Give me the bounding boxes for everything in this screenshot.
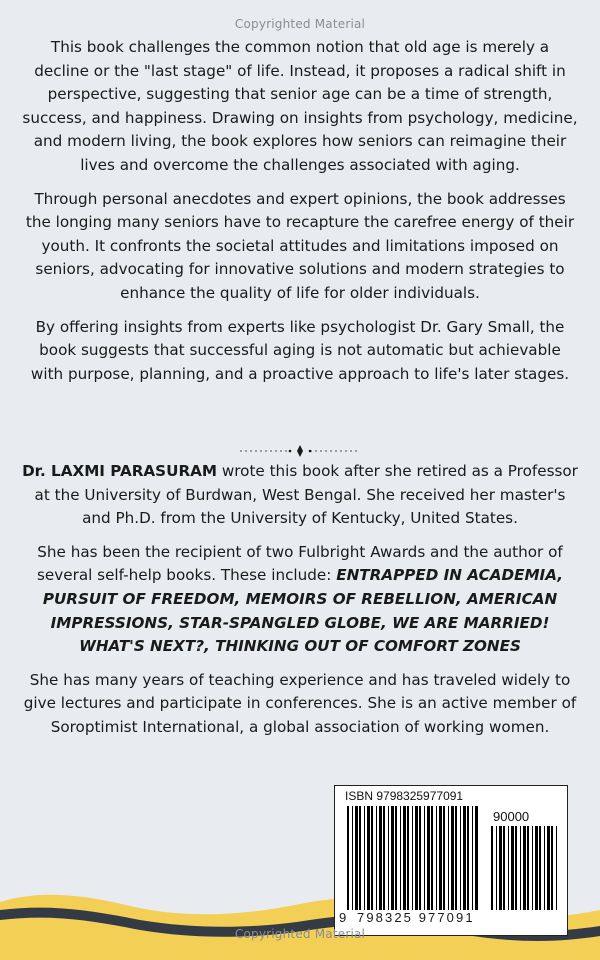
barcode-bar: [400, 806, 401, 910]
barcode-bar: [511, 826, 514, 910]
barcode-bar: [355, 806, 358, 910]
barcode-bar: [427, 806, 430, 910]
barcode-bar: [523, 826, 526, 910]
description-paragraph-1: This book challenges the common notion that old age is merely a decline or the "last stage" of life. Instead, it proposes a radical shift in perspective, suggesting that senior age can be a time of strength, success, and happiness. Drawing on insights from psychology, medicine, and modern living, the book explores how seniors can reimagine their lives and overcome the challenges associated with aging.: [22, 38, 578, 174]
isbn-label: ISBN 9798325977091: [345, 789, 464, 803]
barcode-bar: [347, 806, 349, 910]
barcode-bar: [395, 806, 397, 910]
barcode-bar: [439, 806, 442, 910]
barcode-bar: [424, 806, 425, 910]
barcode-bar: [532, 826, 533, 910]
barcode-bar: [467, 806, 469, 910]
author-bio-1-text: wrote this book after she retired as a Professor at the University of Burdwan, West Bengal. She received her master's and Ph.D. from the University of Kentucky, United States.: [34, 462, 578, 528]
barcode-box: [334, 785, 568, 936]
barcode-bar: [460, 806, 461, 910]
barcode-bar: [431, 806, 433, 910]
barcode-bar: [359, 806, 361, 910]
barcode-bar: [527, 826, 529, 910]
barcode-bar: [496, 826, 497, 910]
barcode-bar: [544, 826, 545, 910]
barcode-bar: [391, 806, 394, 910]
book-titles-list: ENTRAPPED IN ACADEMIA, PURSUIT OF FREEDOM, MEMOIRS OF REBELLION, AMERICAN IMPRESSIONS, STAR-SPANGLED GLOBE, WE ARE MARRIED! WHAT'S NEXT?, THINKING OUT OF COMFORT ZONES: [42, 566, 564, 656]
barcode-bar: [508, 826, 509, 910]
barcode-bar: [376, 806, 377, 910]
barcode-bar: [551, 826, 553, 910]
barcode-bar: [364, 806, 365, 910]
barcode-bar: [472, 806, 473, 910]
barcode-bar: [491, 826, 493, 910]
ornament-divider: [0, 445, 600, 457]
description-block: [22, 36, 578, 396]
barcode-bar: [539, 826, 541, 910]
barcode-bar: [407, 806, 409, 910]
barcode-bar: [515, 826, 517, 910]
description-paragraph-3: By offering insights from experts like psychologist Dr. Gary Small, the book suggests that successful aging is not automatic but achievable with purpose, planning, and a proactive approach to life's later stages.: [30, 317, 570, 383]
barcode-bar: [520, 826, 521, 910]
barcode-bar: [475, 806, 478, 910]
barcode-bar: [499, 826, 502, 910]
barcode-bar: [535, 826, 538, 910]
barcode-bars: [347, 806, 481, 910]
barcode-bar: [451, 806, 454, 910]
barcode-bar: [379, 806, 382, 910]
barcode-bar: [503, 826, 505, 910]
description-paragraph-2: Through personal anecdotes and expert opinions, the book addresses the longing many seniors have to recapture the carefree energy of their youth. It confronts the societal attitudes and limitations imposed on seniors, advocating for innovative solutions and modern strategies to enhance the quality of life for older individuals.: [25, 189, 575, 302]
barcode-bar: [547, 826, 550, 910]
barcode-bar: [463, 806, 466, 910]
barcode-bar: [448, 806, 449, 910]
price-barcode-bars: [491, 826, 559, 910]
barcode-bar: [415, 806, 418, 910]
barcode-bar: [419, 806, 421, 910]
author-bio-2-text: She has been the recipient of two Fulbright Awards and the author of several self-help books. These include:: [36, 542, 563, 585]
barcode-bar: [455, 806, 457, 910]
author-bio-paragraph-3: She has many years of teaching experience and has traveled widely to give lectures and participate in conferences. She is an active member of Soroptimist International, a global association of working women.: [23, 670, 577, 736]
barcode-bar: [352, 806, 353, 910]
barcode-bar: [388, 806, 389, 910]
barcode-lead-digit: 9: [339, 910, 347, 925]
barcode-bar: [367, 806, 370, 910]
barcode-bar: [383, 806, 385, 910]
barcode-bar: [436, 806, 437, 910]
author-bio-block: [22, 460, 578, 750]
barcode-bar: [556, 826, 557, 910]
author-bio-paragraph-1: [22, 460, 578, 531]
barcode-digits: 798325 977091: [357, 910, 475, 925]
watermark-bottom: Copyrighted Material: [234, 927, 366, 941]
barcode-bar: [403, 806, 406, 910]
barcode-bar: [443, 806, 445, 910]
price-code: 90000: [493, 809, 530, 824]
barcode-bar: [371, 806, 373, 910]
author-bio-paragraph-2: [22, 541, 578, 659]
author-name: Dr. LAXMI PARASURAM: [22, 462, 218, 480]
watermark-top: Copyrighted Material: [234, 17, 366, 31]
barcode-bar: [412, 806, 413, 910]
